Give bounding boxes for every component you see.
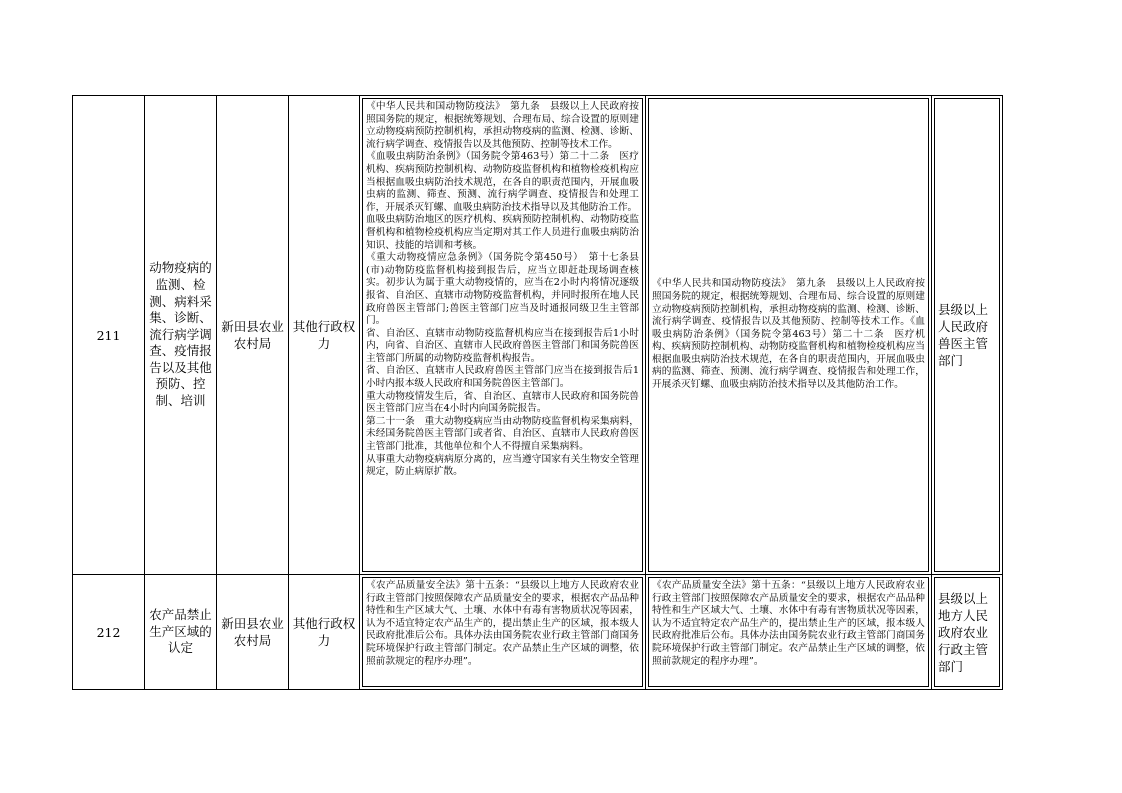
power-type: 其他行政权力 xyxy=(289,96,360,575)
responsible-subject: 县级以上地方人民政府农业行政主管部门 xyxy=(934,577,1000,687)
power-type: 其他行政权力 xyxy=(289,575,360,690)
item-number: 212 xyxy=(73,575,145,690)
item-number: 211 xyxy=(73,96,145,575)
responsibility-text: 《农产品质量安全法》第十五条：“县级以上地方人民政府农业行政主管部门按照保障农产品质量安全的要求，根据农产品品种特性和生产区域大气、土壤、水体中有毒有害物质状况等因素，认为不适宜特定农产品生产的，提出禁止生产的区域，报本级人民政府批准后公布。具体办法由国务院农业行政主管部门商国务院环境保护行政主管部门制定。农产品禁止生产区域的调整，依照前款规定的程序办理”。 xyxy=(648,577,929,687)
table-row xyxy=(73,96,1003,575)
implementing-department: 新田县农业农村局 xyxy=(217,96,289,575)
responsible-subject-cell xyxy=(932,96,1003,575)
item-name: 农产品禁止生产区域的认定 xyxy=(145,575,217,690)
item-name: 动物疫病的监测、检测、病料采集、诊断、流行病学调查、疫情报告以及其他预防、控制、培训 xyxy=(145,96,217,575)
responsibility-text: 《中华人民共和国动物防疫法》 第九条 县级以上人民政府按照国务院的规定，根据统筹规划、合理布局、综合设置的原则建立动物疫病预防控制机构，承担动物疫病的监测、检测、诊断、流行病学调查、疫情报告以及其他预防、控制等技术工作。《血吸虫病防治条例》（国务院令第463号）第二十二条 医疗机构、疾病预防控制机构、动物防疫监督机构和植物检疫机构应当根据血吸虫病防治技术规范，在各自的职责范围内，开展血吸虫病的监测、筛查、预测、流行病学调查、疫情报告和处理工作，开展杀灭钉螺、血吸虫病防治技术指导以及其他防治工作。 xyxy=(648,98,929,572)
responsibility-cell xyxy=(646,575,932,690)
responsibility-cell xyxy=(646,96,932,575)
power-list-table xyxy=(72,95,1003,690)
implementing-department: 新田县农业农村局 xyxy=(217,575,289,690)
responsible-subject: 县级以上人民政府兽医主管部门 xyxy=(934,98,1000,572)
table-row xyxy=(73,575,1003,690)
legal-basis-cell xyxy=(360,96,646,575)
legal-basis-text: 《中华人民共和国动物防疫法》 第九条 县级以上人民政府按照国务院的规定，根据统筹规划、合理布局、综合设置的原则建立动物疫病预防控制机构，承担动物疫病的监测、检测、诊断、流行病学调查、疫情报告以及其他预防、控制等技术工作。 《血吸虫病防治条例》（国务院令第463号）第二十二条 医疗机构、疾病预防控制机构、动物防疫监督机构和植物检疫机构应当根据血吸虫病防治技术规范，在各自的职责范围内，开展血吸虫病的监测、筛查、预测、流行病学调查、疫情报告和处理工作，开展杀灭钉螺、血吸虫病防治技术指导以及其他防治工作。 血吸虫病防治地区的医疗机构、疾病预防控制机构、动物防疫监督机构和植物检疫机构应当定期对其工作人员进行血吸虫病防治知识、技能的培训和考核。 《重大动物疫情应急条例》（国务院令第450号） 第十七条县(市)动物防疫监督机构接到报告后，应当立即赶赴现场调查核实。初步认为属于重大动物疫情的，应当在2小时内将情况逐级报省、自治区、直辖市动物防疫监督机构，并同时报所在地人民政府兽医主管部门;兽医主管部门应当及时通报同级卫生主管部门。 省、自治区、直辖市动物防疫监督机构应当在接到报告后1小时内，向省、自治区、直辖市人民政府兽医主管部门和国务院兽医主管部门所属的动物防疫监督机构报告。 省、自治区、直辖市人民政府兽医主管部门应当在接到报告后1小时内报本级人民政府和国务院兽医主管部门。 重大动物疫情发生后，省、自治区、直辖市人民政府和国务院兽医主管部门应当在4小时内向国务院报告。 第二十一条 重大动物疫病应当由动物防疫监督机构采集病料，未经国务院兽医主管部门或者省、自治区、直辖市人民政府兽医主管部门批准，其他单位和个人不得擅自采集病料。 从事重大动物疫病病原分离的，应当遵守国家有关生物安全管理规定，防止病原扩散。 xyxy=(362,98,643,572)
legal-basis-cell xyxy=(360,575,646,690)
legal-basis-text: 《农产品质量安全法》第十五条：“县级以上地方人民政府农业行政主管部门按照保障农产品质量安全的要求，根据农产品品种特性和生产区域大气、土壤、水体中有毒有害物质状况等因素，认为不适宜特定农产品生产的，提出禁止生产的区域，报本级人民政府批准后公布。具体办法由国务院农业行政主管部门商国务院环境保护行政主管部门制定。农产品禁止生产区域的调整，依照前款规定的程序办理”。 xyxy=(362,577,643,687)
responsible-subject-cell xyxy=(932,575,1003,690)
